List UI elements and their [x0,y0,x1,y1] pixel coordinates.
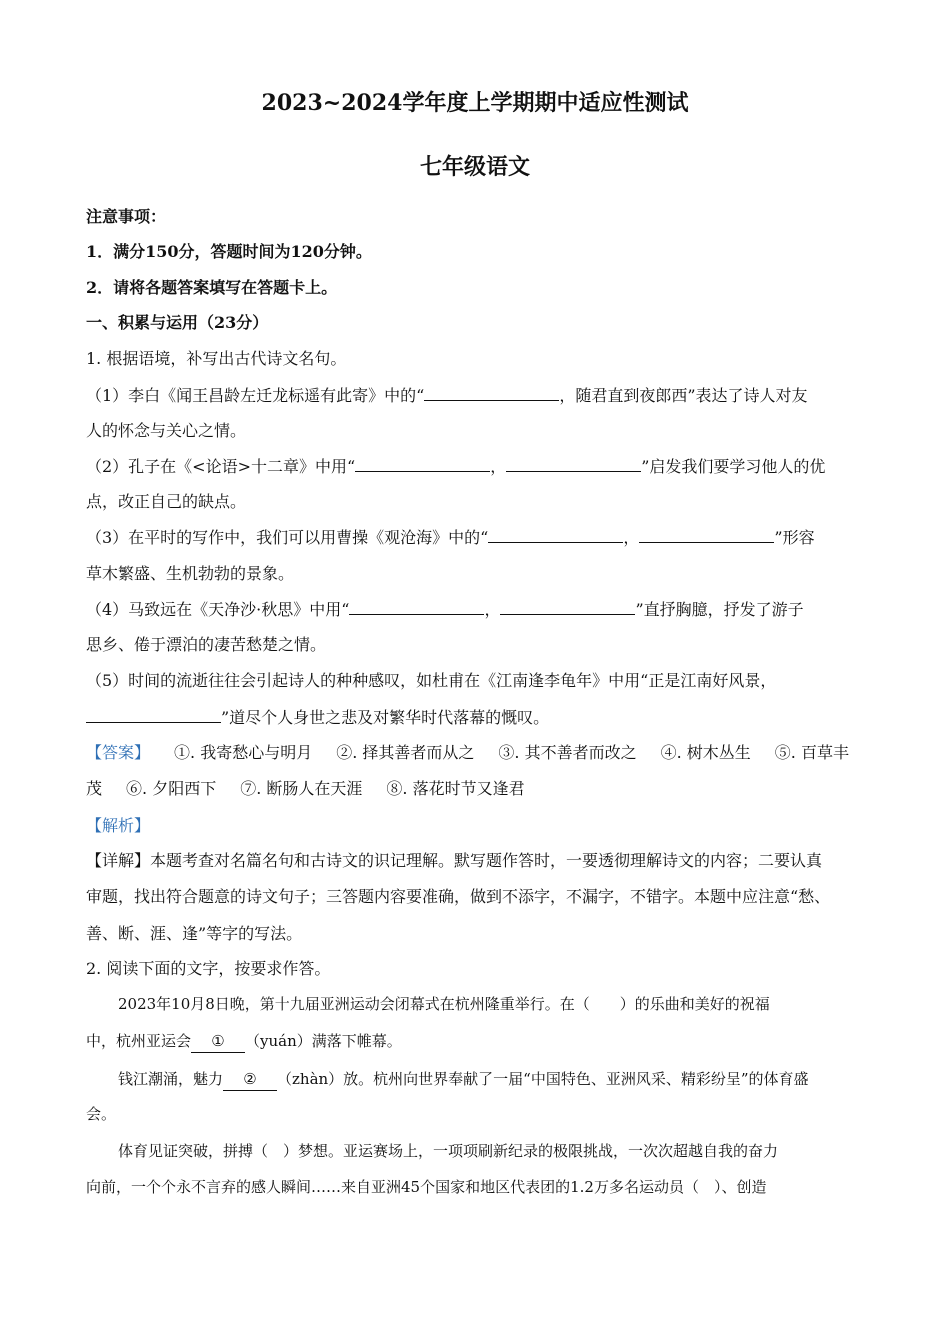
q1-part2-line1 [86,455,825,478]
answer-blank [349,598,484,615]
q1-part4-prefix: （4）马致远在《天净沙·秋思》中用“ [86,600,350,619]
analysis-tag: 【解析】 [86,816,151,835]
separator: ， [484,600,501,619]
q1-part4-line1 [86,598,804,621]
q1-part5-suffix: ”道尽个人身世之悲及对繁华时代落幕的慨叹。 [221,708,550,727]
q1-part5-line1: （5）时间的流逝往往会引起诗人的种种感叹，如杜甫在《江南逢李龟年》中用“正是江南好风景， [86,671,777,690]
separator: ， [490,457,507,476]
answer-item: ⑥. 夕阳西下 [126,779,217,798]
answer-item: ③. 其不善者而改之 [498,743,637,762]
answer-blank [424,384,559,401]
answer-item: ⑦. 断肠人在天涯 [240,779,363,798]
q1-part4-suffix: ”直抒胸臆，抒发了游子 [635,600,804,619]
q2-para3-line2: 向前，一个个永不言弃的感人瞬间……来自亚洲45个国家和地区代表团的1.2万多名运动员（ ）、创造 [86,1178,767,1196]
answer-item: ②. 择其善者而从之 [336,743,475,762]
q1-part1-suffix: ，随君直到夜郎西”表达了诗人对友 [559,386,808,405]
section-1-title: 一、积累与运用（23分） [86,313,269,332]
answer-blank [500,598,635,615]
answer-item: ④. 树木丛生 [660,743,751,762]
q2-para2-line2: 会。 [86,1105,117,1123]
q2-para1-line1: 2023年10月8日晚，第十九届亚洲运动会闭幕式在杭州隆重举行。在（ ）的乐曲和美好的祝福 [118,995,770,1013]
separator: ， [623,528,640,547]
q1-detail-line3: 善、断、涯、逢”等字的写法。 [86,924,303,943]
q1-detail-line2: 审题，找出符合题意的诗文句子；三答题内容要准确，做到不添字，不漏字，不错字。本题中应注意“愁、 [86,887,831,906]
q1-part2-line2: 点，改正自己的缺点。 [86,492,247,511]
q1-part2-prefix: （2）孔子在《<论语>十二章》中用“ [86,457,356,476]
answer-blank [86,706,221,723]
answer-item: ⑤. 百草丰 [774,743,849,762]
q1-answer-line1 [86,742,849,764]
q1-stem: 1. 根据语境，补写出古代诗文名句。 [86,349,347,368]
answer-item: ⑧. 落花时节又逢君 [386,779,525,798]
q1-part3-line1 [86,526,815,549]
q1-part2-suffix: ”启发我们要学习他人的优 [641,457,826,476]
q2-stem: 2. 阅读下面的文字，按要求作答。 [86,959,331,978]
q1-part4-line2: 思乡、倦于漂泊的凄苦愁楚之情。 [86,635,327,654]
fill-blank-2: ② [223,1068,277,1091]
answer-blank [639,526,774,543]
q1-detail-line1: 【详解】本题考查对名篇名句和古诗文的识记理解。默写题作答时，一要透彻理解诗文的内容；二要认真 [86,851,823,870]
answer-item: ①. 我寄愁心与明月 [174,743,313,762]
q2-para1-prefix: 中，杭州亚运会 [86,1032,192,1050]
q2-para2-suffix: （zhàn）放。杭州向世界奉献了一届“中国特色、亚洲风采、精彩纷呈”的体育盛 [277,1070,809,1088]
q2-para2-prefix: 钱江潮涌，魅力 [118,1070,224,1088]
q1-part3-prefix: （3）在平时的写作中，我们可以用曹操《观沧海》中的“ [86,528,489,547]
answer-item: 茂 [86,779,103,798]
answer-blank [506,455,641,472]
q1-part1-line1 [86,384,808,407]
q1-answer-line2 [86,778,525,800]
q2-para3-line1: 体育见证突破，拼搏（ ）梦想。亚运赛场上，一项项刷新纪录的极限挑战，一次次超越自我的奋力 [118,1142,779,1160]
q1-part5-line2 [86,706,549,729]
notice-heading: 注意事项： [86,207,167,226]
q1-part1-line2: 人的怀念与关心之情。 [86,421,247,440]
answer-tag: 【答案】 [86,743,151,762]
q1-part1-prefix: （1）李白《闻王昌龄左迁龙标遥有此寄》中的“ [86,386,425,405]
notice-item-1: 1．满分150分，答题时间为120分钟。 [86,242,372,261]
q1-part3-suffix: ”形容 [774,528,815,547]
q2-para1-line2 [86,1030,402,1053]
q1-part3-line2: 草木繁盛、生机勃勃的景象。 [86,564,295,583]
q2-para1-suffix: （yuán）满落下帷幕。 [245,1032,402,1050]
notice-item-2: 2．请将各题答案填写在答题卡上。 [86,278,338,297]
q2-para2-line1 [118,1068,809,1091]
exam-title: 2023~2024学年度上学期期中适应性测试 [261,90,689,116]
fill-blank-1: ① [191,1030,245,1053]
answer-blank [355,455,490,472]
answer-blank [488,526,623,543]
exam-subtitle: 七年级语文 [419,154,530,180]
